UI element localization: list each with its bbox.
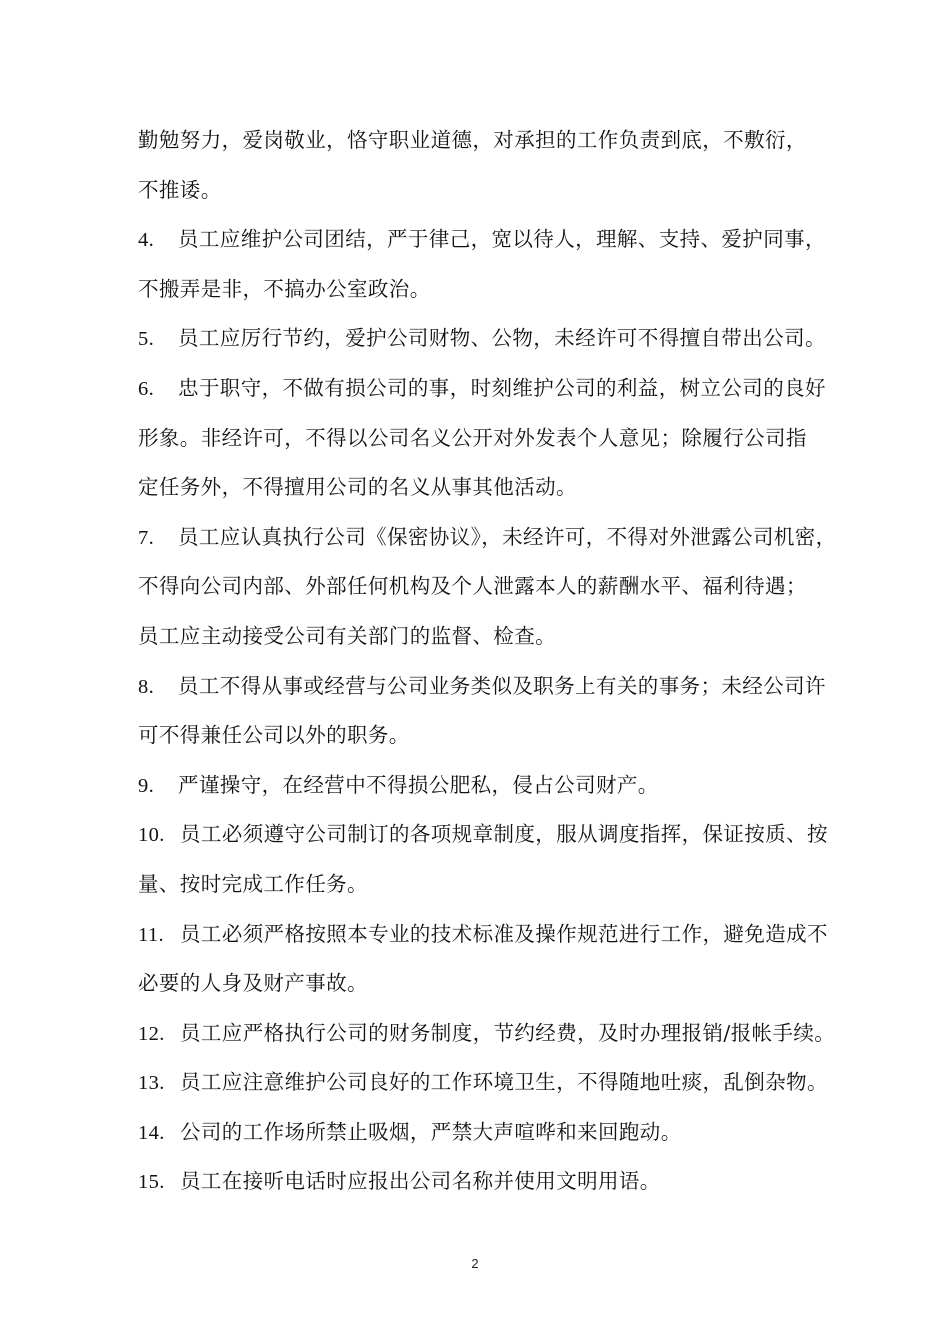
list-item — [138, 1058, 898, 1108]
text-line — [138, 562, 898, 612]
line-text: 员工应严格执行公司的财务制度，节约经费，及时办理报销/报帐手续。 — [180, 1020, 836, 1045]
line-text: 公司的工作场所禁止吸烟，严禁大声喧哗和来回跑动。 — [180, 1119, 682, 1144]
document-body — [138, 116, 898, 1207]
item-number: 11. — [138, 923, 165, 946]
list-item — [138, 215, 898, 265]
line-text: 不搬弄是非，不搞办公室政治。 — [138, 276, 431, 301]
item-number: 10. — [138, 824, 165, 847]
item-number: 7. — [138, 526, 155, 549]
text-line — [138, 463, 898, 513]
item-number: 6. — [138, 377, 155, 400]
list-item — [138, 662, 898, 712]
line-text: 员工必须严格按照本专业的技术标准及操作规范进行工作，避免造成不 — [180, 921, 828, 946]
line-text: 员工应认真执行公司《保密协议》，未经许可，不得对外泄露公司机密， — [178, 524, 837, 549]
item-number: 4. — [138, 229, 155, 252]
line-text: 员工不得从事或经营与公司业务类似及职务上有关的事务；未经公司许 — [178, 673, 826, 698]
item-number: 9. — [138, 774, 155, 797]
text-line — [138, 959, 898, 1009]
item-number: 12. — [138, 1022, 165, 1045]
list-item — [138, 761, 898, 811]
line-text: 员工必须遵守公司制订的各项规章制度，服从调度指挥，保证按质、按 — [180, 822, 828, 847]
text-line — [138, 166, 898, 216]
line-text: 定任务外，不得擅用公司的名义从事其他活动。 — [138, 475, 577, 500]
text-line — [138, 860, 898, 910]
line-text: 不推诿。 — [138, 177, 222, 202]
list-item — [138, 1157, 898, 1207]
text-line — [138, 265, 898, 315]
list-item — [138, 364, 898, 414]
list-item — [138, 910, 898, 960]
line-text: 可不得兼任公司以外的职务。 — [138, 723, 410, 748]
line-text: 员工应厉行节约，爱护公司财物、公物，未经许可不得擅自带出公司。 — [178, 326, 826, 351]
list-item — [138, 314, 898, 364]
item-number: 13. — [138, 1072, 165, 1095]
list-item — [138, 513, 898, 563]
text-line — [138, 711, 898, 761]
line-text: 形象。非经许可，不得以公司名义公开对外发表个人意见；除履行公司指 — [138, 425, 807, 450]
text-line — [138, 116, 898, 166]
line-text: 员工应维护公司团结，严于律己，宽以待人，理解、支持、爱护同事， — [178, 227, 826, 252]
line-text: 严谨操守，在经营中不得损公肥私，侵占公司财产。 — [178, 772, 659, 797]
line-text: 必要的人身及财产事故。 — [138, 971, 368, 996]
line-text: 忠于职守，不做有损公司的事，时刻维护公司的利益，树立公司的良好 — [178, 375, 826, 400]
line-text: 不得向公司内部、外部任何机构及个人泄露本人的薪酬水平、福利待遇； — [138, 574, 807, 599]
list-item — [138, 1009, 898, 1059]
page-number: 2 — [471, 1256, 479, 1271]
list-item — [138, 810, 898, 860]
item-number: 14. — [138, 1121, 165, 1144]
line-text: 员工应注意维护公司良好的工作环境卫生，不得随地吐痰，乱倒杂物。 — [180, 1070, 828, 1095]
list-item — [138, 1108, 898, 1158]
text-line — [138, 414, 898, 464]
item-number: 15. — [138, 1171, 165, 1194]
line-text: 量、按时完成工作任务。 — [138, 871, 368, 896]
text-line — [138, 612, 898, 662]
line-text: 勤勉努力，爱岗敬业，恪守职业道德，对承担的工作负责到底，不敷衍， — [138, 128, 807, 152]
item-number: 8. — [138, 675, 155, 698]
line-text: 员工在接听电话时应报出公司名称并使用文明用语。 — [180, 1169, 661, 1194]
item-number: 5. — [138, 328, 155, 351]
line-text: 员工应主动接受公司有关部门的监督、检查。 — [138, 623, 556, 648]
